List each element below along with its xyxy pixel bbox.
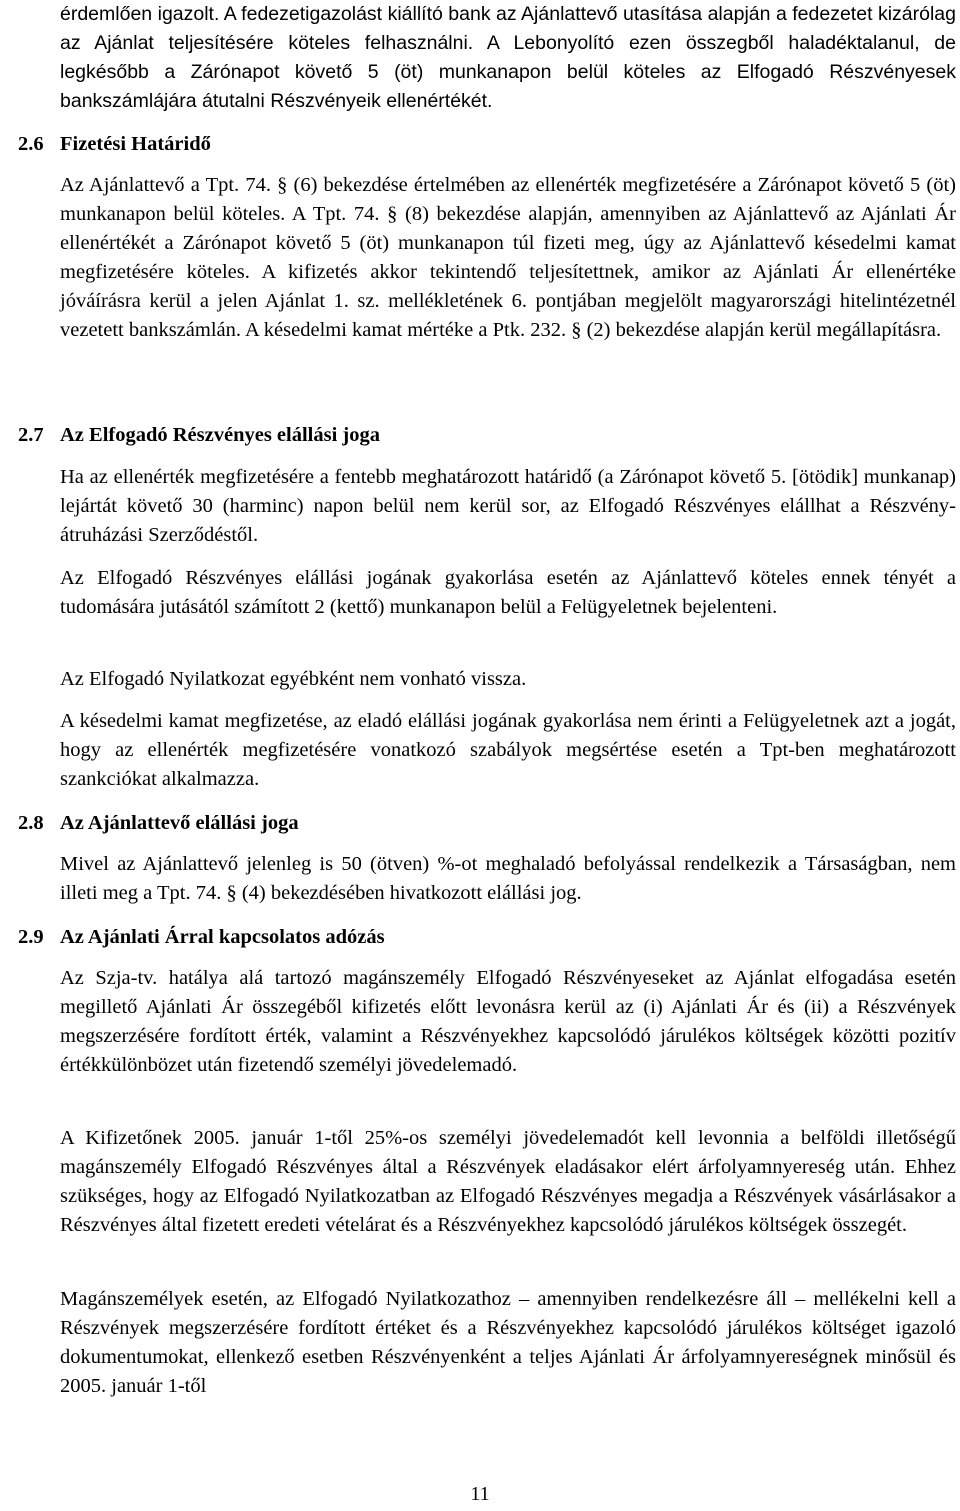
section-2-7-paragraph-3: Az Elfogadó Nyilatkozat egyébként nem vonható vissza. [60,668,527,690]
section-2-9-paragraph-3: Magánszemélyek esetén, az Elfogadó Nyilatkozathoz – amennyiben rendelkezésre áll – mellékelni kell a Részvények megszerzésére fordított értéket és a Részvényekhez kapcsolódó járulékos költséget igazoló dokumentumokat, ellenkező esetben Részvényenként a teljes Ajánlati Ár árfolyamnyereségnek minősül és 2005. január 1-től [60,1288,956,1397]
section-heading-2-7 [18,422,380,448]
section-number: 2.7 [18,424,44,446]
section-heading-2-8 [18,810,299,836]
section-2-6-paragraph-1: Az Ajánlattevő a Tpt. 74. § (6) bekezdése értelmében az ellenérték megfizetésére a Zárónapot követő 5 (öt) munkanapon belül köteles. A Tpt. 74. § (8) bekezdése alapján, amennyiben az Ajánlattevő az Ajánlati Ár ellenértékét a Zárónapot követő 5 (öt) munkanapon túl fizeti meg, úgy az Ajánlattevő késedelmi kamat megfizetésére köteles. A kifizetés akkor tekintendő teljesítettnek, amikor az Ajánlati Ár ellenértéke jóváírásra kerül a jelen Ajánlat 1. sz. mellékletének 6. pontjában megjelölt magyarországi hitelintézetnél vezetett bankszámlán. A késedelmi kamat mértéke a Ptk. 232. § (2) bekezdése alapján kerül megállapításra. [60,174,956,341]
page-number: 11 [470,1483,490,1505]
section-heading-2-9 [18,924,385,950]
section-2-7-paragraph-2: Az Elfogadó Részvényes elállási jogának gyakorlása esetén az Ajánlattevő köteles ennek tényét a tudomására jutásától számított 2 (kettő) munkanapon belül a Felügyeletnek bejelenteni. [60,567,956,618]
section-2-9-paragraph-2: A Kifizetőnek 2005. január 1-től 25%-os személyi jövedelemadót kell levonnia a belföldi illetőségű magánszemély Elfogadó Részvényes által a Részvények eladásakor elért árfolyamnyereség után. Ehhez szükséges, hogy az Elfogadó Nyilatkozatban az Elfogadó Részvényes megadja a Részvények vásárlásakor a Részvényes által fizetett eredeti vételárat és a Részvényekhez kapcsolódó járulékos költségek összegét. [60,1127,956,1236]
section-2-7-paragraph-1: Ha az ellenérték megfizetésére a fentebb meghatározott határidő (a Zárónapot követő 5. [ötödik] munkanap) lejártát követő 30 (harminc) napon belül nem kerül sor, az Elfogadó Részvényes elállhat a Részvény-átruházási Szerződéstől. [60,466,956,546]
section-number: 2.8 [18,812,44,834]
section-number: 2.6 [18,133,44,155]
intro-paragraph: érdemlően igazolt. A fedezetigazolást kiállító bank az Ajánlattevő utasítása alapján a fedezetet kizárólag az Ajánlat teljesítésére köteles felhasználni. A Lebonyolító ezen összegből haladéktalanul, de legkésőbb a Zárónapot követő 5 (öt) munkanapon belül köteles az Elfogadó Részvényesek bankszámlájára átutalni Részvényeik ellenértékét. [60,3,956,112]
section-title: Az Elfogadó Részvényes elállási joga [60,424,380,446]
section-2-9-paragraph-1: Az Szja-tv. hatálya alá tartozó magánszemély Elfogadó Részvényeseket az Ajánlat elfogadása esetén megillető Ajánlati Ár összegéből kifizetés előtt levonásra kerül az (i) Ajánlati Ár és (ii) a Részvények megszerzésére fordított érték, valamint a Részvényekhez kapcsolódó járulékos költségek közötti pozitív értékkülönbözet után fizetendő személyi jövedelemadó. [60,967,956,1076]
section-title: Az Ajánlattevő elállási joga [60,812,299,834]
section-2-8-paragraph-1: Mivel az Ajánlattevő jelenleg is 50 (ötven) %-ot meghaladó befolyással rendelkezik a Társaságban, nem illeti meg a Tpt. 74. § (4) bekezdésében hivatkozott elállási jog. [60,853,956,904]
section-heading-2-6 [18,131,211,157]
section-2-7-paragraph-4: A késedelmi kamat megfizetése, az eladó elállási jogának gyakorlása nem érinti a Felügyeletnek azt a jogát, hogy az ellenérték megfizetésére vonatkozó szabályok megsértése esetén a Tpt-ben meghatározott szankciókat alkalmazza. [60,710,956,790]
section-number: 2.9 [18,926,44,948]
section-title: Az Ajánlati Árral kapcsolatos adózás [60,926,385,948]
section-title: Fizetési Határidő [60,133,211,155]
